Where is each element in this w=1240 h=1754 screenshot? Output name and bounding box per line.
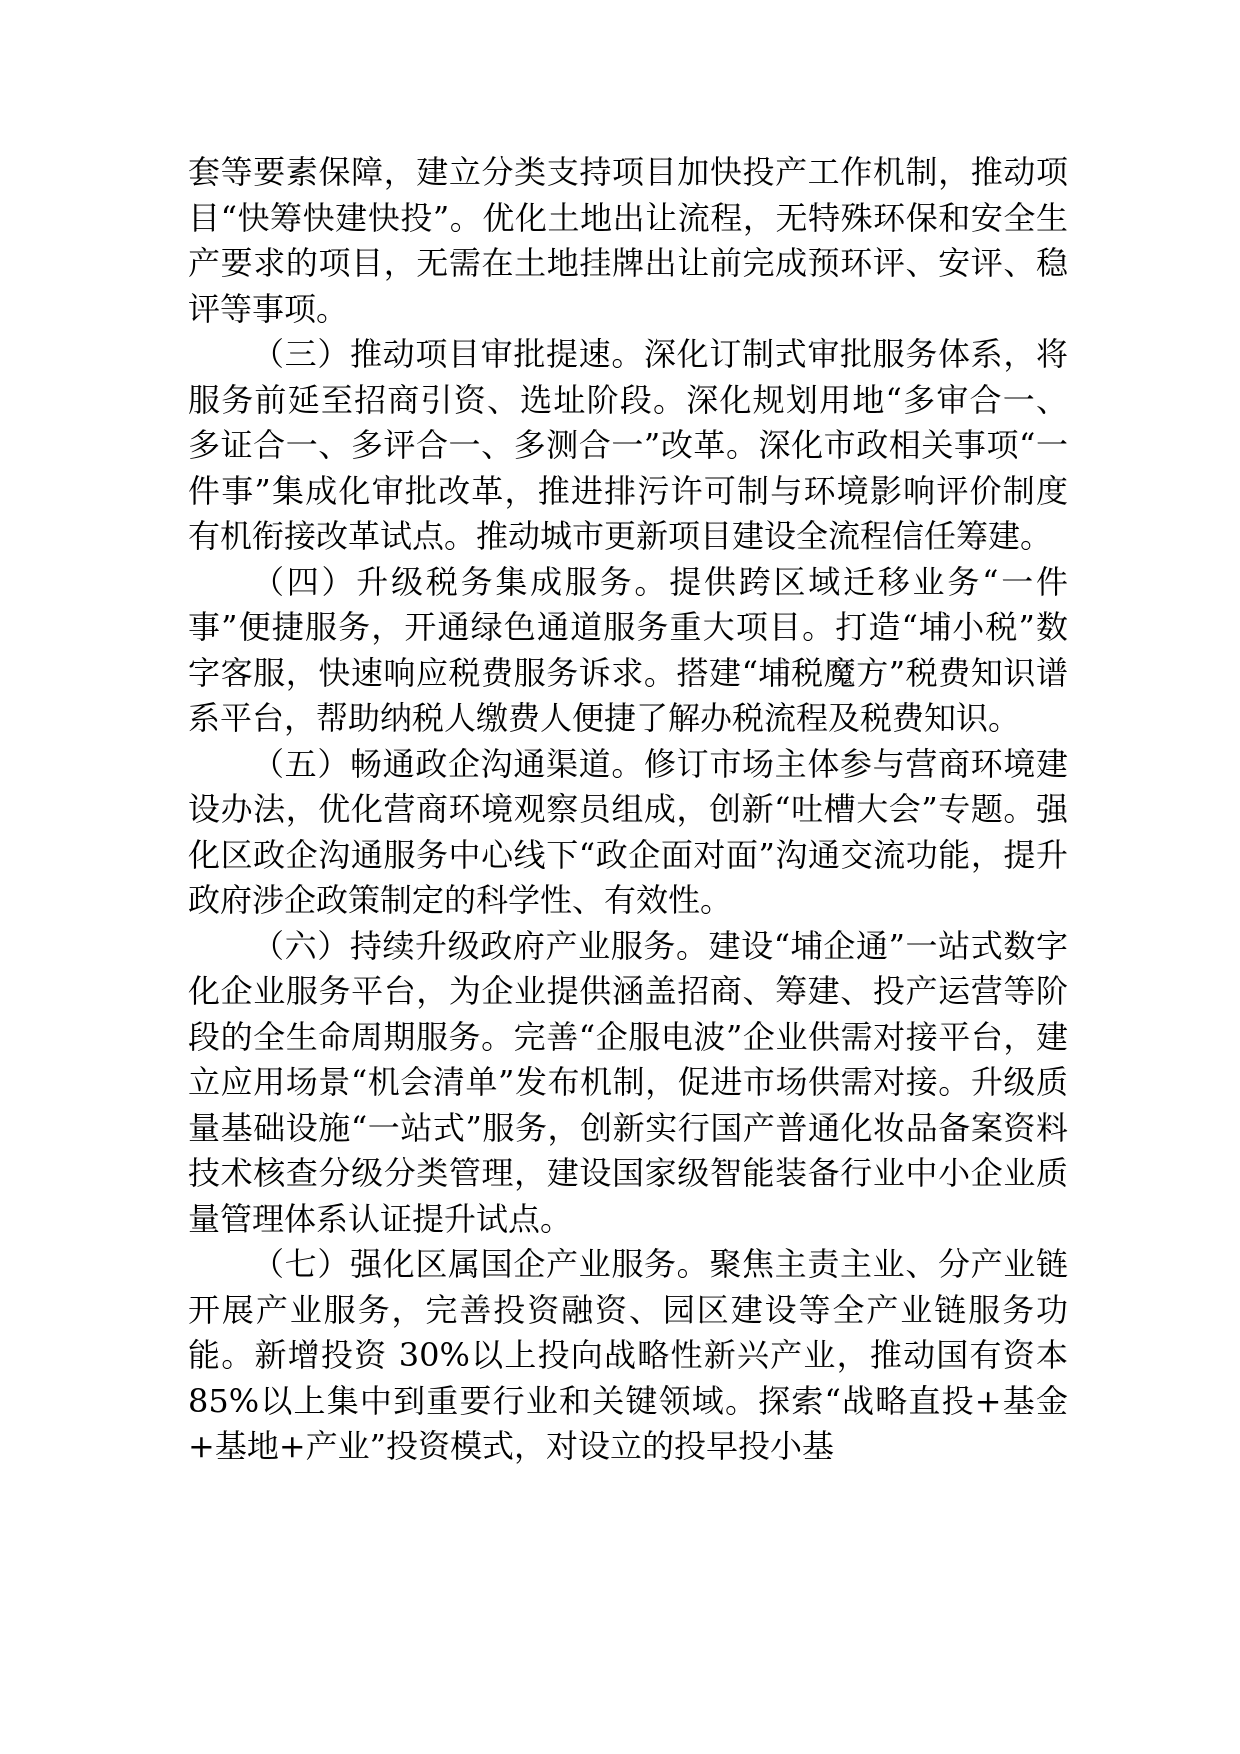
- document-body: [188, 150, 1068, 1470]
- paragraph-section-3: （三）推动项目审批提速。深化订制式审批服务体系，将服务前延至招商引资、选址阶段。深化规划用地“多审合一、多证合一、多评合一、多测合一”改革。深化市政相关事项“一件事”集成化审批改革，推进排污许可制与环境影响评价制度有机衔接改革试点。推动城市更新项目建设全流程信任筹建。: [188, 335, 1068, 555]
- paragraph-section-7: （七）强化区属国企产业服务。聚焦主责主业、分产业链开展产业服务，完善投资融资、园区建设等全产业链服务功能。新增投资 30%以上投向战略性新兴产业，推动国有资本 85%以上集中到重要行业和关键领域。探索“战略直投+基金+基地+产业”投资模式，对设立的投早投小基: [188, 1245, 1068, 1465]
- paragraph-section-6: （六）持续升级政府产业服务。建设“埔企通”一站式数字化企业服务平台，为企业提供涵盖招商、筹建、投产运营等阶段的全生命周期服务。完善“企服电波”企业供需对接平台，建立应用场景“机会清单”发布机制，促进市场供需对接。升级质量基础设施“一站式”服务，创新实行国产普通化妆品备案资料技术核查分级分类管理，建设国家级智能装备行业中小企业质量管理体系认证提升试点。: [188, 926, 1068, 1238]
- paragraph-section-4: （四）升级税务集成服务。提供跨区域迁移业务“一件事”便捷服务，开通绿色通道服务重大项目。打造“埔小税”数字客服，快速响应税费服务诉求。搭建“埔税魔方”税费知识谱系平台，帮助纳税人缴费人便捷了解办税流程及税费知识。: [188, 562, 1068, 737]
- paragraph-continuation: 套等要素保障，建立分类支持项目加快投产工作机制，推动项目“快筹快建快投”。优化土地出让流程，无特殊环保和安全生产要求的项目，无需在土地挂牌出让前完成预环评、安评、稳评等事项。: [188, 153, 1068, 328]
- paragraph-section-5: （五）畅通政企沟通渠道。修订市场主体参与营商环境建设办法，优化营商环境观察员组成，创新“吐槽大会”专题。强化区政企沟通服务中心线下“政企面对面”沟通交流功能，提升政府涉企政策制定的科学性、有效性。: [188, 744, 1068, 919]
